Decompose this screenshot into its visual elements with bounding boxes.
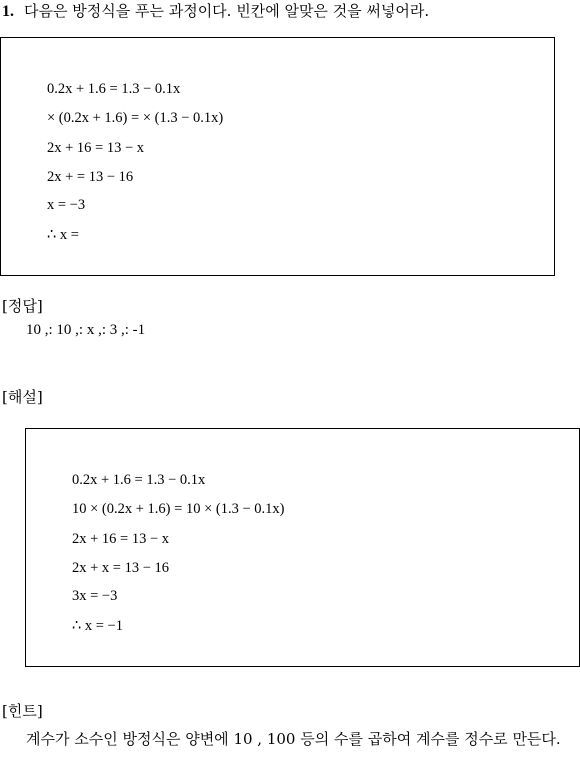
- question-number: 1.: [2, 3, 14, 20]
- solution-line-4: 2x + x = 13 − 16: [72, 560, 170, 576]
- problem-line-6: ∴ x =: [47, 227, 79, 243]
- problem-line-2: × (0.2x + 1.6) = × (1.3 − 0.1x): [47, 110, 224, 126]
- hint-label: [힌트]: [2, 702, 43, 720]
- problem-line-1: 0.2x + 1.6 = 1.3 − 0.1x: [47, 81, 181, 97]
- question: [2, 2, 429, 21]
- problem-line-5: x = −3: [47, 197, 86, 213]
- problem-line-4: 2x + = 13 − 16: [47, 169, 134, 185]
- solution-line-2: 10 × (0.2x + 1.6) = 10 × (1.3 − 0.1x): [72, 501, 285, 517]
- solution-line-5: 3x = −3: [72, 588, 118, 604]
- question-text: 다음은 방정식을 푸는 과정이다. 빈칸에 알맞은 것을 써넣어라.: [24, 2, 430, 20]
- answer-label: [정답]: [2, 297, 43, 315]
- problem-line-3: 2x + 16 = 13 − x: [47, 140, 145, 156]
- solution-box: [25, 428, 580, 667]
- solution-line-3: 2x + 16 = 13 − x: [72, 531, 170, 547]
- solution-label: [해설]: [2, 388, 43, 406]
- solution-line-1: 0.2x + 1.6 = 1.3 − 0.1x: [72, 472, 206, 488]
- answer-text: 10 ,: 10 ,: x ,: 3 ,: -1: [26, 322, 146, 338]
- solution-line-6: ∴ x = −1: [72, 618, 123, 634]
- problem-box: [0, 37, 555, 276]
- hint-text: 계수가 소수인 방정식은 양변에 10 , 100 등의 수를 곱하여 계수를 정수로 만든다.: [26, 730, 561, 748]
